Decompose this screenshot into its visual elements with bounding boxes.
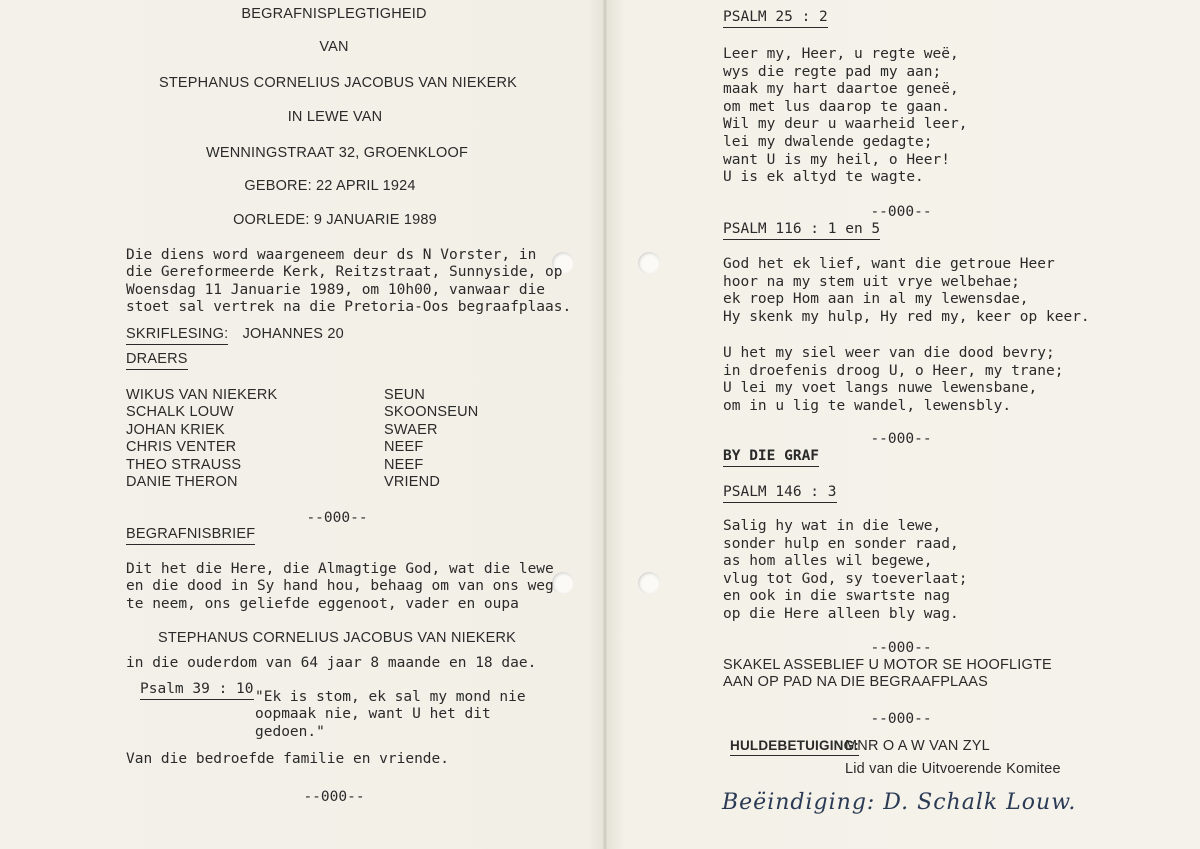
bearer-name: SCHALK LOUW bbox=[126, 404, 234, 421]
separator: --000-- bbox=[870, 640, 932, 656]
separator: --000-- bbox=[870, 431, 932, 447]
bearers-heading: DRAERS bbox=[126, 351, 188, 370]
birth-date: GEBORE: 22 APRIL 1924 bbox=[244, 178, 416, 194]
verse-line: U lei my voet langs nuwe lewensbane, bbox=[723, 380, 1038, 397]
notice-line: SKAKEL ASSEBLIEF U MOTOR SE HOOFLIGTE bbox=[723, 657, 1052, 673]
quote-line: oopmaak nie, want U het dit bbox=[255, 706, 491, 723]
tribute-name: MNR O A W VAN ZYL bbox=[845, 738, 990, 754]
verse-line: Salig hy wat in die lewe, bbox=[723, 518, 942, 534]
verse-line: Leer my, Heer, u regte weë, bbox=[723, 46, 959, 62]
text-line: te neem, ons geliefde eggenoot, vader en oupa bbox=[126, 595, 519, 612]
separator: --000-- bbox=[870, 204, 932, 220]
separator: --000-- bbox=[306, 510, 368, 526]
scripture-reading bbox=[126, 326, 344, 342]
verse-line: want U is my heil, o Heer! bbox=[723, 151, 950, 168]
verse-line: in droefenis droog U, o Heer, my trane; bbox=[723, 362, 1064, 379]
age-line: in die ouderdom van 64 jaar 8 maande en 18 dae. bbox=[126, 655, 537, 671]
verse-line: U is ek altyd te wagte. bbox=[723, 169, 924, 186]
psalm-39-reference: Psalm 39 : 10 bbox=[140, 681, 254, 700]
verse-line: om in u lig te wandel, lewensbly. bbox=[723, 397, 1012, 414]
bearer-relation: NEEF bbox=[384, 456, 424, 473]
tribute-label: HULDEBETUIGING: bbox=[730, 738, 859, 756]
deceased-name: STEPHANUS CORNELIUS JACOBUS VAN NIEKERK bbox=[158, 75, 518, 91]
program-heading: BEGRAFNISPLEGTIGHEID bbox=[241, 6, 427, 22]
psalm-116-stanza-2 bbox=[723, 345, 1063, 415]
bearer-name: WIKUS VAN NIEKERK bbox=[126, 387, 278, 403]
verse-line: hoor na my stem uit vrye welbehae; bbox=[723, 273, 1020, 290]
bearer-name: THEO STRAUSS bbox=[126, 456, 242, 473]
service-paragraph bbox=[126, 247, 571, 317]
quote-line: gedoen." bbox=[255, 723, 325, 740]
scripture-value: JOHANNES 20 bbox=[242, 326, 344, 342]
closing-line: Van die bedroefde familie en vriende. bbox=[126, 751, 450, 767]
psalm-39-quote bbox=[255, 689, 526, 741]
deceased-name-repeat: STEPHANUS CORNELIUS JACOBUS VAN NIEKERK bbox=[157, 630, 517, 646]
verse-line: vlug tot God, sy toeverlaat; bbox=[723, 570, 968, 587]
psalm-25-verse bbox=[723, 46, 967, 187]
verse-line: lei my dwalende gedagte; bbox=[723, 133, 933, 150]
graveside-heading: BY DIE GRAF bbox=[723, 448, 819, 467]
bearers-names bbox=[126, 387, 277, 491]
bearer-relation: VRIEND bbox=[384, 473, 440, 490]
page-fold bbox=[603, 0, 607, 849]
letter-paragraph bbox=[126, 561, 554, 613]
punch-hole bbox=[552, 572, 574, 594]
handwritten-note: Beëindiging: D. Schalk Louw. bbox=[722, 790, 1077, 815]
psalm-146-verse bbox=[723, 518, 967, 624]
quote-line: "Ek is stom, ek sal my mond nie bbox=[255, 689, 526, 705]
text-line: en die dood in Sy hand hou, behaag om van ons weg bbox=[126, 578, 554, 595]
punch-hole bbox=[638, 572, 660, 594]
headlights-notice bbox=[723, 657, 1052, 692]
separator: --000-- bbox=[870, 711, 932, 727]
text-line: Die diens word waargeneem deur ds N Vorster, in bbox=[126, 247, 537, 263]
text-line: Woensdag 11 Januarie 1989, om 10h00, vanwaar die bbox=[126, 281, 546, 298]
verse-line: op die Here alleen bly wag. bbox=[723, 605, 959, 622]
verse-line: ek roep Hom aan in al my lewensdae, bbox=[723, 291, 1029, 308]
verse-line: Wil my deur u waarheid leer, bbox=[723, 116, 968, 133]
punch-hole bbox=[638, 252, 660, 274]
verse-line: maak my hart daartoe geneë, bbox=[723, 81, 959, 98]
bearers-relations bbox=[384, 387, 478, 491]
death-date: OORLEDE: 9 JANUARIE 1989 bbox=[233, 212, 437, 228]
letter-heading: BEGRAFNISBRIEF bbox=[126, 526, 255, 545]
verse-line: sonder hulp en sonder raad, bbox=[723, 535, 959, 552]
bearer-name: CHRIS VENTER bbox=[126, 439, 237, 456]
notice-line: AAN OP PAD NA DIE BEGRAAFPLAAS bbox=[723, 674, 988, 691]
verse-line: as hom alles wil begewe, bbox=[723, 553, 933, 570]
van-line: VAN bbox=[319, 39, 349, 55]
text-line: stoet sal vertrek na die Pretoria-Oos begraafplaas. bbox=[126, 299, 572, 316]
bearer-relation: NEEF bbox=[384, 439, 424, 456]
psalm-116-heading: PSALM 116 : 1 en 5 bbox=[723, 221, 880, 240]
verse-line: en ook in die swartste nag bbox=[723, 588, 950, 605]
bearer-name: JOHAN KRIEK bbox=[126, 421, 225, 438]
psalm-116-stanza-1 bbox=[723, 256, 1090, 326]
address: WENNINGSTRAAT 32, GROENKLOOF bbox=[205, 145, 469, 161]
bearer-relation: SWAER bbox=[384, 421, 438, 438]
text-line: die Gereformeerde Kerk, Reitzstraat, Sunnyside, op bbox=[126, 264, 563, 281]
tribute-role: Lid van die Uitvoerende Komitee bbox=[845, 761, 1061, 777]
text-line: Dit het die Here, die Almagtige God, wat die lewe bbox=[126, 561, 554, 577]
verse-line: Hy skenk my hulp, Hy red my, keer op keer. bbox=[723, 308, 1090, 325]
verse-line: U het my siel weer van die dood bevry; bbox=[723, 345, 1055, 361]
psalm-25-heading: PSALM 25 : 2 bbox=[723, 9, 828, 28]
bearer-relation: SKOONSEUN bbox=[384, 404, 479, 421]
verse-line: om met lus daarop te gaan. bbox=[723, 98, 950, 115]
in-lewe-van: IN LEWE VAN bbox=[287, 109, 383, 125]
separator: --000-- bbox=[303, 789, 365, 805]
verse-line: wys die regte pad my aan; bbox=[723, 63, 942, 80]
bearer-relation: SEUN bbox=[384, 387, 426, 403]
psalm-146-heading: PSALM 146 : 3 bbox=[723, 484, 837, 503]
scripture-label: SKRIFLESING: bbox=[126, 326, 228, 345]
verse-line: God het ek lief, want die getroue Heer bbox=[723, 256, 1055, 272]
bearer-name: DANIE THERON bbox=[126, 473, 238, 490]
